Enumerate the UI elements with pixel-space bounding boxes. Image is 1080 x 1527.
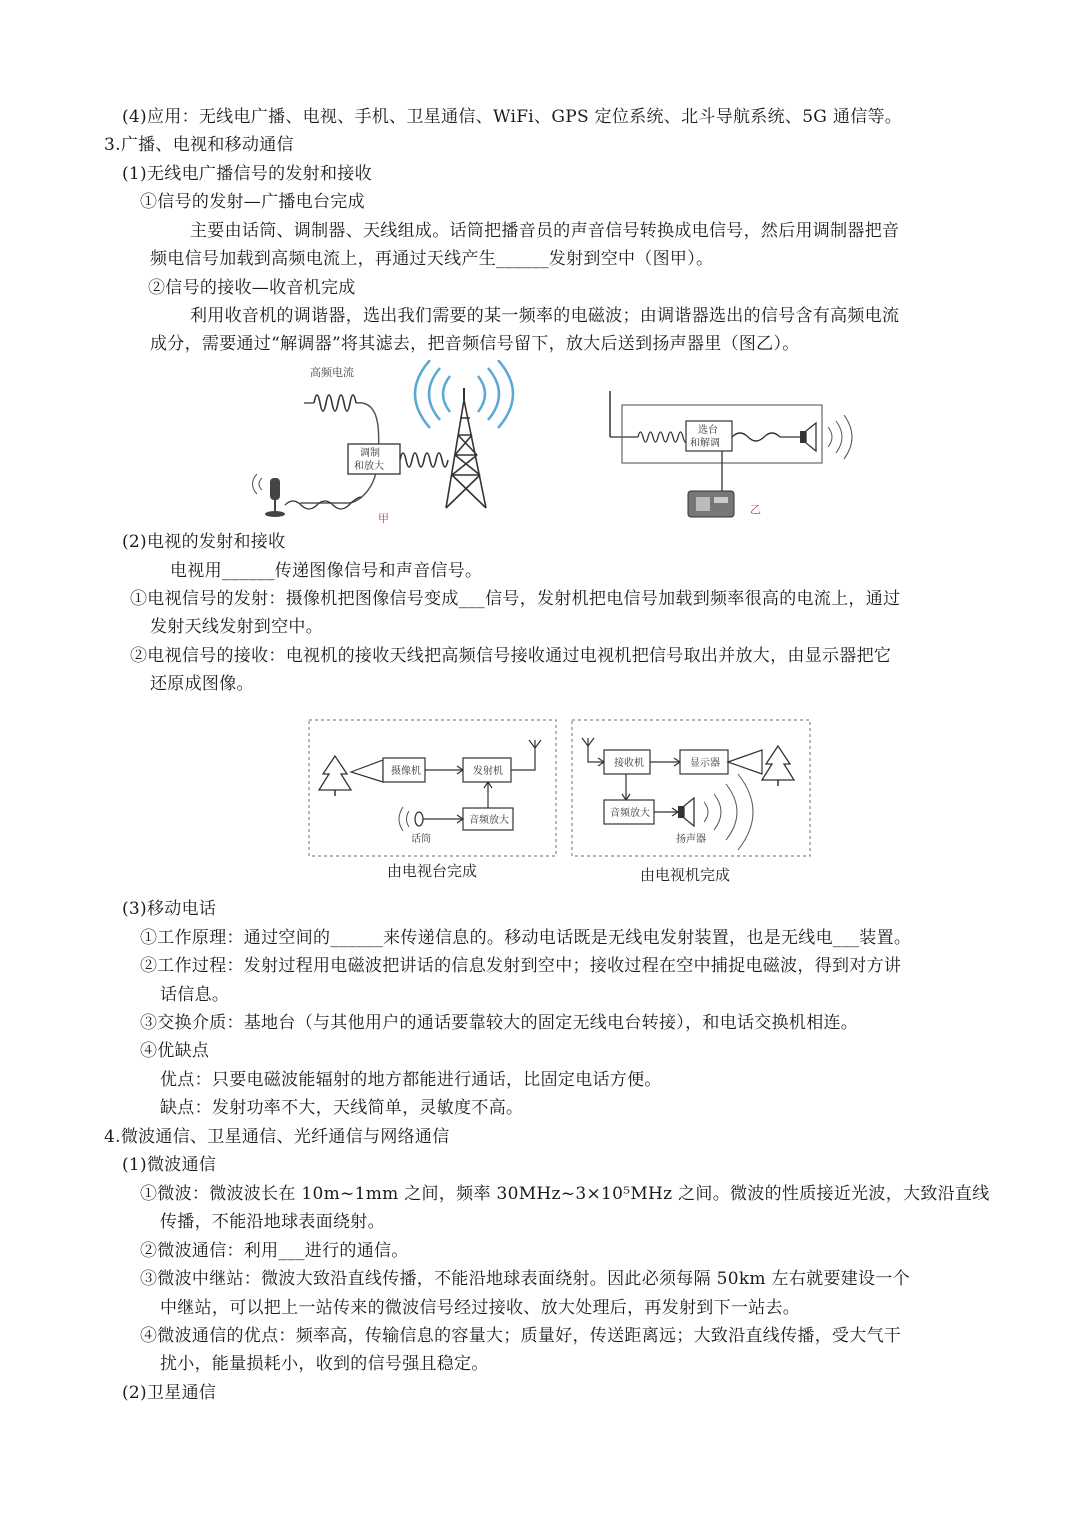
text-line: 利用收音机的调谐器，选出我们需要的某一频率的电磁波；由调谐器选出的信号含有高频电流 [190,306,900,326]
figure-tag-jia: 甲 [378,512,389,525]
audio-amp-label: 音频放大 [469,815,509,826]
display-label: 显示器 [690,758,720,769]
text-line: ①微波：微波波长在 10m~1mm 之间，频率 30MHz~3×10⁵MHz 之间。微波的性质接近光波，大致沿直线 [140,1184,990,1204]
figure-broadcast-transmitter [240,360,560,530]
section-heading: 3.广播、电视和移动通信 [104,135,294,155]
subsection-heading: (3)移动电话 [122,899,217,919]
text-line: ③微波中继站：微波大致沿直线传播，不能沿地球表面绕射。因此必须每隔 50km 左右就要建设一个 [140,1269,910,1289]
text-line: ②信号的接收—收音机完成 [148,278,356,298]
subsection-heading: (1)无线电广播信号的发射和接收 [122,164,372,184]
high-freq-label: 高频电流 [310,366,354,379]
text-line: ①电视信号的发射：摄像机把图像信号变成___信号，发射机把电信号加载到频率很高的电流上，通过 [130,589,901,609]
figure-tag-yi: 乙 [750,503,761,516]
text-line: ④优缺点 [140,1041,210,1061]
text-line: ④微波通信的优点：频率高，传输信息的容量大；质量好，传送距离远；大致沿直线传播，受大气干 [140,1326,902,1346]
camera-label: 摄像机 [391,766,421,777]
text-line: ①信号的发射—广播电台完成 [140,192,365,212]
text-line: (4)应用：无线电广播、电视、手机、卫星通信、WiFi、GPS 定位系统、北斗导航系统、5G 通信等。 [122,107,903,127]
transmitter-label: 发射机 [473,766,503,777]
text-line: 电视用______传递图像信号和声音信号。 [170,561,483,581]
tuner-label-2: 和解调 [690,438,720,449]
text-line: 中继站，可以把上一站传来的微波信号经过接收、放大处理后，再发射到下一站去。 [160,1298,801,1318]
text-line: 主要由话筒、调制器、天线组成。话筒把播音员的声音信号转换成电信号，然后用调制器把音 [190,221,900,241]
audio-amp-label: 音频放大 [610,808,650,819]
speaker-label: 扬声器 [676,834,706,845]
receiver-label: 接收机 [614,758,644,769]
text-line: 缺点：发射功率不大，天线简单，灵敏度不高。 [160,1098,524,1118]
text-line: 发射天线发射到空中。 [150,617,323,637]
text-line: ②工作过程：发射过程用电磁波把讲话的信息发射到空中；接收过程在空中捕捉电磁波，得到对方讲 [140,956,902,976]
text-line: ③交换介质：基地台（与其他用户的通话要靠较大的固定无线电台转接），和电话交换机相连。 [140,1013,859,1033]
section-heading: 4.微波通信、卫星通信、光纤通信与网络通信 [104,1127,450,1147]
tv-set-caption: 由电视机完成 [640,866,731,884]
text-line: 话信息。 [160,985,230,1005]
text-line: ②微波通信：利用___进行的通信。 [140,1241,409,1261]
subsection-heading: (2)电视的发射和接收 [122,532,286,552]
text-line: 频电信号加载到高频电流上，再通过天线产生______发射到空中（图甲）。 [150,249,714,269]
tv-station-caption: 由电视台完成 [387,862,478,880]
mic-label: 话筒 [411,834,431,845]
figure-tv-station [305,716,560,886]
modulator-label-2: 和放大 [354,461,384,472]
text-line: ①工作原理：通过空间的______来传递信息的。移动电话既是无线电发射装置，也是无线电___装置。 [140,928,912,948]
tuner-label-1: 选台 [698,425,718,436]
figure-tv-set [568,716,818,888]
text-line: 优点：只要电磁波能辐射的地方都能进行通话，比固定电话方便。 [160,1070,662,1090]
modulator-label-1: 调制 [360,448,380,459]
text-line: 成分，需要通过“解调器”将其滤去，把音频信号留下，放大后送到扬声器里（图乙）。 [150,334,800,354]
text-line: 传播，不能沿地球表面绕射。 [160,1212,385,1232]
text-line: 还原成图像。 [150,674,254,694]
text-line: ②电视信号的接收：电视机的接收天线把高频信号接收通过电视机把信号取出并放大，由显示器把它 [130,646,892,666]
text-line: 扰小，能量损耗小，收到的信号强且稳定。 [160,1354,489,1374]
subsection-heading: (2)卫星通信 [122,1383,217,1403]
subsection-heading: (1)微波通信 [122,1155,217,1175]
figure-radio-receiver [600,385,870,530]
